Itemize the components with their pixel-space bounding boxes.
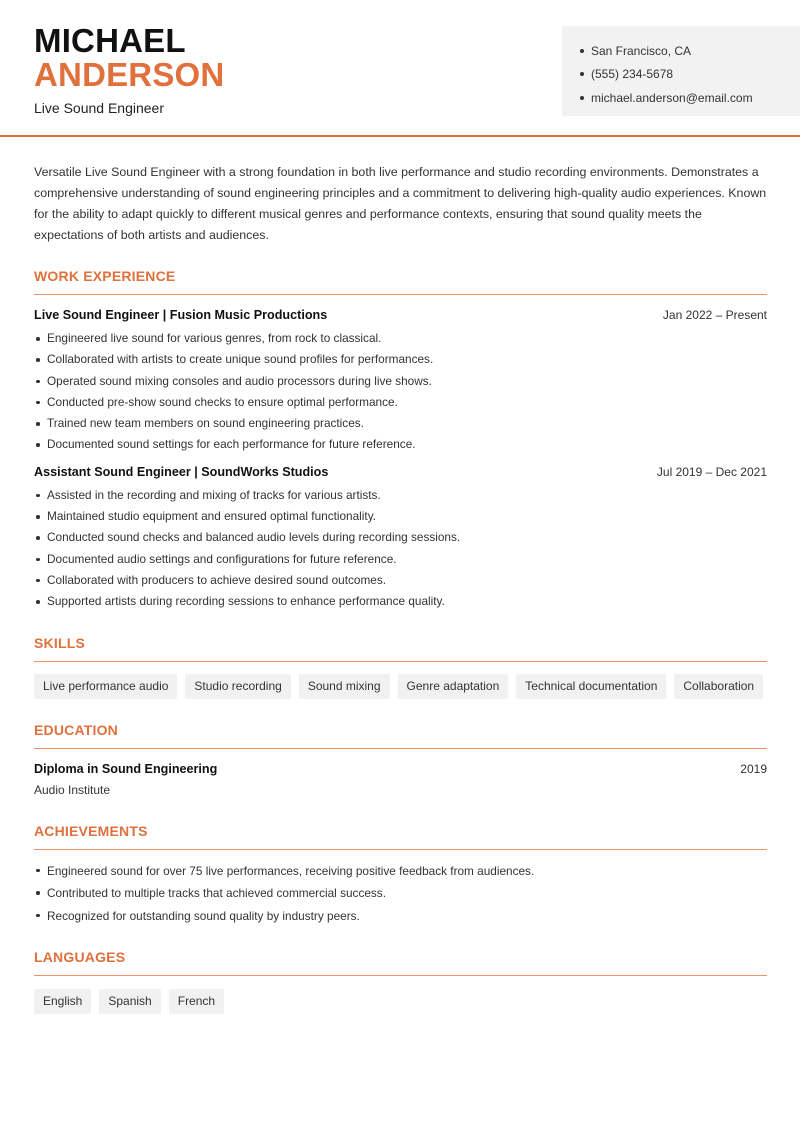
contact-phone-text: (555) 234-5678 xyxy=(591,67,674,82)
list-item: Collaborated with producers to achieve desired sound outcomes. xyxy=(34,570,767,591)
skill-tag: Genre adaptation xyxy=(398,674,509,699)
list-item: Trained new team members on sound engineering practices. xyxy=(34,413,767,434)
contact-location xyxy=(580,39,800,63)
language-tag: English xyxy=(34,989,91,1014)
education-school: Audio Institute xyxy=(34,782,111,797)
list-item: Supported artists during recording sessions to enhance performance quality. xyxy=(34,591,767,612)
list-item: Collaborated with artists to create unique sound profiles for performances. xyxy=(34,349,767,370)
list-item: Conducted sound checks and balanced audio levels during recording sessions. xyxy=(34,527,767,548)
education-section xyxy=(34,722,767,797)
list-item: Engineered sound for over 75 live performances, receiving positive feedback from audiences. xyxy=(34,860,767,883)
resume-header xyxy=(0,0,800,137)
bullet-icon xyxy=(580,96,584,100)
contact-email xyxy=(580,86,800,110)
skill-tag: Collaboration xyxy=(674,674,763,699)
skills-section xyxy=(34,635,767,699)
job-bullets xyxy=(34,485,767,613)
section-title-work: WORK EXPERIENCE xyxy=(34,268,176,284)
last-name: ANDERSON xyxy=(34,56,225,93)
education-year: 2019 xyxy=(740,761,767,776)
section-divider xyxy=(34,294,767,295)
section-divider xyxy=(34,975,767,976)
contact-box xyxy=(562,26,800,116)
section-title-languages: LANGUAGES xyxy=(34,949,126,966)
list-item: Operated sound mixing consoles and audio processors during live shows. xyxy=(34,371,767,392)
language-tag: French xyxy=(169,989,224,1014)
job-role: Live Sound Engineer | Fusion Music Productions xyxy=(34,308,328,322)
achievements-section xyxy=(34,823,767,928)
section-title-education: EDUCATION xyxy=(34,721,118,738)
achievement-bullets xyxy=(34,860,767,928)
language-tags xyxy=(34,989,767,1014)
list-item: Contributed to multiple tracks that achieved commercial success. xyxy=(34,882,767,905)
list-item: Conducted pre-show sound checks to ensure optimal performance. xyxy=(34,392,767,413)
job-title: Live Sound Engineer xyxy=(34,100,164,116)
job-entry xyxy=(34,308,767,456)
job-dates: Jul 2019 – Dec 2021 xyxy=(656,464,767,479)
list-item: Documented audio settings and configurations for future reference. xyxy=(34,549,767,570)
section-divider xyxy=(34,661,767,662)
resume-body xyxy=(34,162,767,1014)
candidate-name xyxy=(34,24,224,91)
skill-tag: Sound mixing xyxy=(299,674,390,699)
section-divider xyxy=(34,849,767,850)
job-entry xyxy=(34,465,767,613)
job-role: Assistant Sound Engineer | SoundWorks Studios xyxy=(34,464,329,479)
languages-section xyxy=(34,949,767,1014)
job-dates: Jan 2022 – Present xyxy=(662,308,767,322)
section-title-skills: SKILLS xyxy=(34,634,85,651)
first-name: MICHAEL xyxy=(34,22,186,59)
contact-email-text: michael.anderson@email.com xyxy=(591,90,753,105)
education-entry xyxy=(34,762,767,797)
education-degree: Diploma in Sound Engineering xyxy=(34,761,218,776)
skill-tag: Technical documentation xyxy=(516,674,666,699)
work-section xyxy=(34,268,767,613)
list-item: Assisted in the recording and mixing of tracks for various artists. xyxy=(34,485,767,506)
list-item: Documented sound settings for each performance for future reference. xyxy=(34,434,767,455)
contact-location-text: San Francisco, CA xyxy=(591,43,692,58)
list-item: Recognized for outstanding sound quality by industry peers. xyxy=(34,905,767,928)
bullet-icon xyxy=(580,72,584,76)
section-divider xyxy=(34,748,767,749)
job-bullets xyxy=(34,328,767,456)
language-tag: Spanish xyxy=(99,989,160,1014)
skill-tag: Live performance audio xyxy=(34,674,177,699)
skill-tag: Studio recording xyxy=(185,674,290,699)
summary: Versatile Live Sound Engineer with a strong foundation in both live performance and studio recording environments. Demonstrates a comprehensive understanding of sound engineering principles and a commitment to delivering high-quality audio experiences. Known for the ability to adapt quickly to different musical genres and performance contexts, ensuring that sound quality meets the expectations of both artists and audiences. xyxy=(34,165,767,242)
skill-tags xyxy=(34,674,767,699)
bullet-icon xyxy=(580,49,584,53)
list-item: Engineered live sound for various genres, from rock to classical. xyxy=(34,328,767,349)
contact-phone xyxy=(580,63,800,87)
list-item: Maintained studio equipment and ensured optimal functionality. xyxy=(34,506,767,527)
section-title-achievements: ACHIEVEMENTS xyxy=(34,822,148,839)
